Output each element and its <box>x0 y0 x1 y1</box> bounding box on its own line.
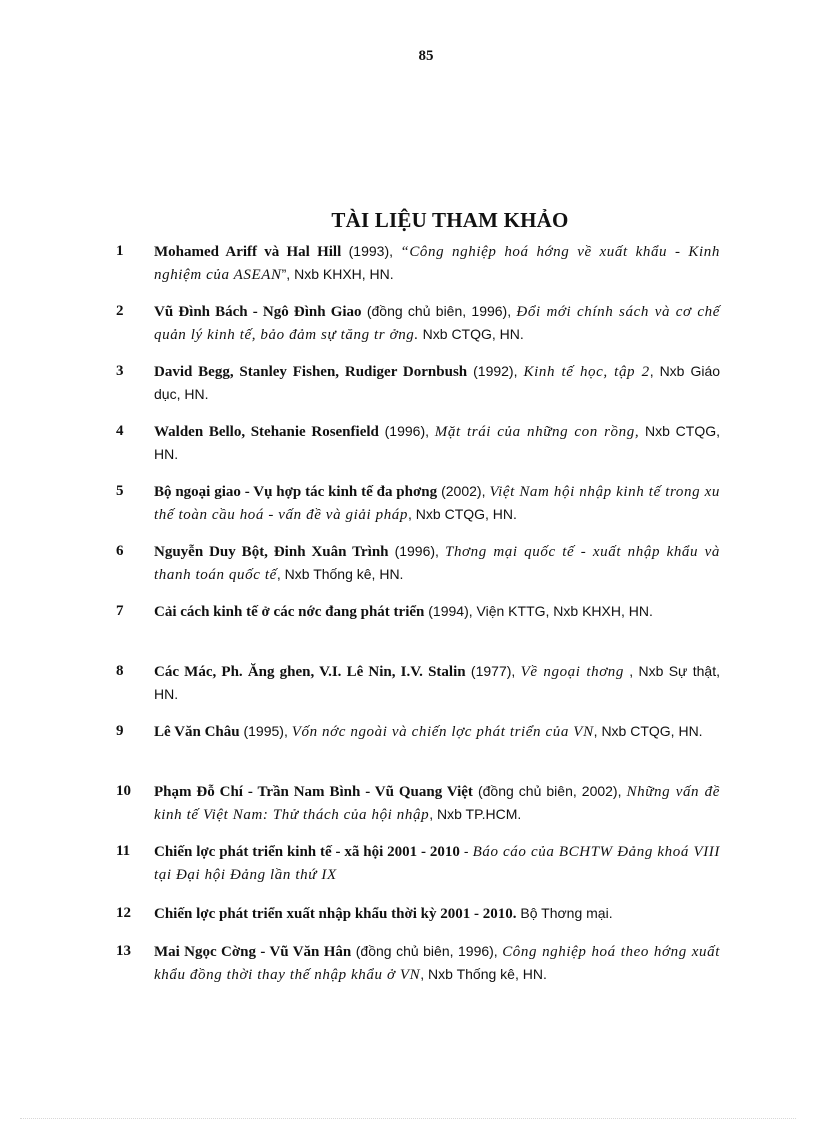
page-footer-rule <box>20 1118 796 1119</box>
reference-number: 8 <box>116 663 124 679</box>
reference-title: Công nghiệp hoá theo hớng xuất khẩu đồng thời thay thế nhập khẩu ở VN <box>154 944 720 983</box>
reference-text <box>154 840 720 886</box>
reference-authors: Chiến lợc phát triển kinh tế - xã hội 2001 - 2010 <box>154 844 460 860</box>
reference-details: (1977), <box>465 663 521 679</box>
reference-text <box>154 902 720 925</box>
reference-publisher: Bộ Thơng mại. <box>520 905 613 921</box>
reference-number: 11 <box>116 843 131 859</box>
reference-title: Kinh tế học, tập 2 <box>523 364 650 380</box>
reference-authors: Các Mác, Ph. Ăng ghen, V.I. Lê Nin, I.V. Stalin <box>154 664 466 680</box>
reference-publisher: , Nxb Thống kê, HN. <box>276 566 404 582</box>
reference-details: (đồng chủ biên, 1996), <box>361 303 517 319</box>
reference-text <box>154 940 720 986</box>
reference-details: (1996), <box>388 543 445 559</box>
reference-text <box>154 600 720 623</box>
reference-authors: Lê Văn Châu <box>154 724 240 740</box>
reference-title: “Công nghiệp hoá hớng về xuất khẩu - Kinh nghiệm của ASEAN <box>154 244 720 283</box>
reference-details: (đồng chủ biên, 1996), <box>351 943 503 959</box>
reference-text <box>154 540 720 586</box>
reference-publisher: , Nxb Thống kê, HN. <box>420 966 547 982</box>
reference-title: Việt Nam hội nhập kinh tế trong xu thế toàn cầu hoá - vấn đề và giải pháp <box>154 484 721 523</box>
reference-details: (1995), <box>239 723 292 739</box>
reference-title: Vốn nớc ngoài và chiến lợc phát triển của VN <box>291 724 594 740</box>
reference-details: (1993), <box>341 243 401 259</box>
reference-publisher: Nxb CTQG, HN. <box>154 423 720 462</box>
reference-text <box>154 780 720 826</box>
reference-publisher: , Nxb CTQG, HN. <box>593 723 703 739</box>
reference-number: 7 <box>116 603 124 619</box>
reference-number: 1 <box>116 243 124 259</box>
reference-publisher: Viện KTTG, Nxb KHXH, HN. <box>476 603 653 619</box>
reference-details: (đồng chủ biên, 2002), <box>472 783 627 799</box>
reference-authors: Nguyễn Duy Bột, Đinh Xuân Trình <box>154 544 389 560</box>
reference-details: (1992), <box>467 363 524 379</box>
reference-authors: Vũ Đình Bách - Ngô Đình Giao <box>154 304 362 320</box>
reference-authors: Walden Bello, Stehanie Rosenfield <box>154 424 379 440</box>
reference-publisher: , Nxb Giáo dục, HN. <box>154 363 721 402</box>
reference-authors: Mohamed Ariff và Hal Hill <box>154 244 342 260</box>
reference-details: (1996), <box>378 423 435 439</box>
reference-authors: Phạm Đỗ Chí - Trần Nam Bình - Vũ Quang Việt <box>154 784 473 800</box>
reference-authors: Chiến lợc phát triển xuất nhập khẩu thời kỳ 2001 - 2010. <box>154 906 517 922</box>
reference-number: 5 <box>116 483 124 499</box>
reference-text <box>154 720 720 743</box>
reference-publisher: , Nxb Sự thật, HN. <box>154 663 720 702</box>
reference-publisher: Nxb CTQG, HN. <box>418 326 524 342</box>
reference-details: (2002), <box>437 483 490 499</box>
reference-title: Về ngoại thơng <box>520 664 624 680</box>
reference-authors: Cải cách kinh tế ở các nớc đang phát triển <box>154 604 425 620</box>
page-number: 85 <box>418 48 434 64</box>
reference-number: 3 <box>116 363 124 379</box>
reference-details: - <box>459 843 473 859</box>
reference-authors: David Begg, Stanley Fishen, Rudiger Dornbush <box>154 364 468 380</box>
reference-text <box>154 660 720 706</box>
reference-text <box>154 360 720 406</box>
reference-number: 10 <box>116 783 131 799</box>
reference-publisher: , Nxb TP.HCM. <box>429 806 522 822</box>
reference-text <box>154 480 720 526</box>
reference-title: Mặt trái của những con rồng, <box>434 424 640 440</box>
page-title: TÀI LIỆU THAM KHẢO <box>331 208 569 232</box>
reference-publisher: , Nxb CTQG, HN. <box>408 506 517 522</box>
reference-authors: Mai Ngọc Cờng - Vũ Văn Hân <box>154 944 352 960</box>
reference-publisher: ”, Nxb KHXH, HN. <box>281 266 394 282</box>
reference-authors: Bộ ngoại giao - Vụ hợp tác kinh tế đa phơng <box>154 484 438 500</box>
reference-title: Những vấn đề kinh tế Việt Nam: Thử thách của hội nhập <box>154 784 720 823</box>
reference-text <box>154 240 720 286</box>
reference-number: 12 <box>116 905 131 921</box>
reference-text <box>154 420 720 466</box>
reference-title: Thơng mại quốc tế - xuất nhập khẩu và thanh toán quốc tế <box>154 544 720 583</box>
reference-details: (1994), <box>424 603 477 619</box>
reference-number: 13 <box>116 943 131 959</box>
reference-title: Đổi mới chính sách và cơ chế quản lý kinh tế, bảo đảm sự tăng tr ởng. <box>154 304 721 343</box>
reference-number: 6 <box>116 543 124 559</box>
reference-number: 9 <box>116 723 124 739</box>
reference-number: 2 <box>116 303 124 319</box>
reference-number: 4 <box>116 423 124 439</box>
reference-title: Báo cáo của BCHTW Đảng khoá VIII tại Đại hội Đảng lần thứ IX <box>154 844 720 883</box>
reference-text <box>154 300 720 346</box>
